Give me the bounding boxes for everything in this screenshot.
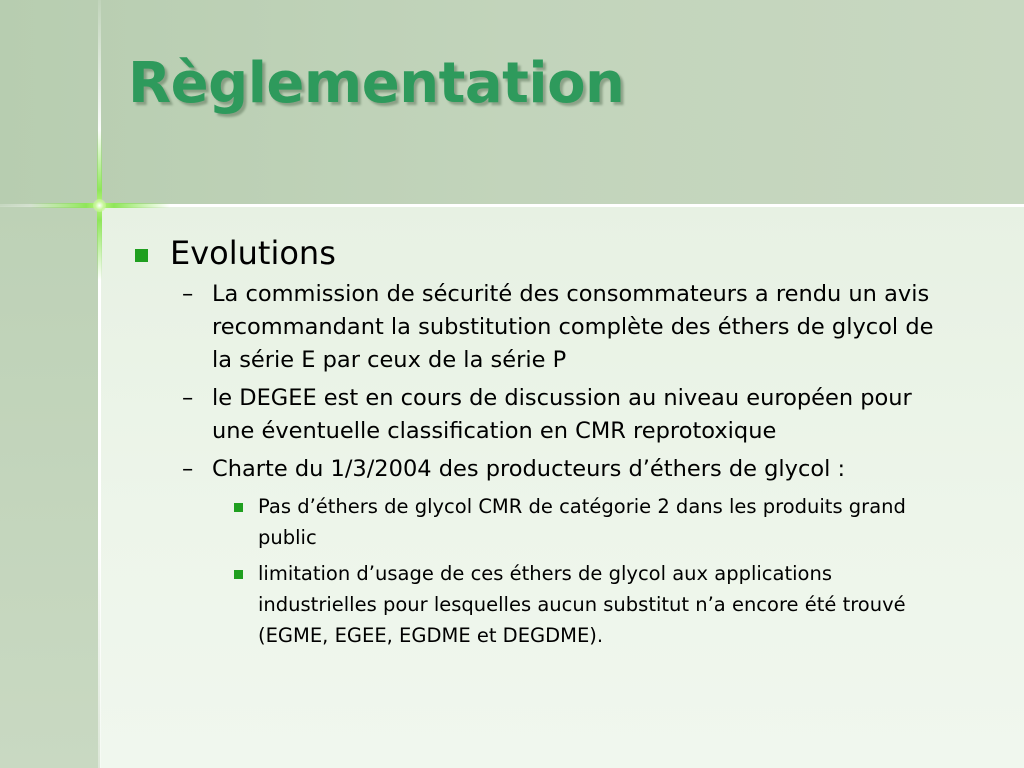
sparkle-icon [93,199,106,212]
left-margin-band [0,206,100,768]
bullet-level1-text: Evolutions [170,234,336,272]
square-bullet-icon [234,570,243,579]
dash-bullet: – [182,281,194,307]
vertical-divider [98,0,101,768]
bullet-level3-text: Pas d’éthers de glycol CMR de catégorie 2 dans les produits grand public [258,495,906,549]
slide-title: Règlementation [128,51,625,116]
square-bullet-icon [234,503,243,512]
bullet-level2-item [132,382,952,448]
bullet-level3-text: limitation d’usage de ces éthers de glycol aux applications industrielles pour lesquelles aucun substitut n’a encore été trouvé (EGME, EGEE, EGDME et DEGDME). [258,562,906,647]
bullet-level2-item [132,453,952,486]
square-bullet-icon [135,249,148,262]
bullet-level2-text: Charte du 1/3/2004 des producteurs d’éthers de glycol : [212,456,846,482]
bullet-level2-text: La commission de sécurité des consommateurs a rendu un avis recommandant la substitution complète des éthers de glycol de la série E par ceux de la série P [212,281,934,373]
bullet-level2-text: le DEGEE est en cours de discussion au niveau européen pour une éventuelle classification en CMR reprotoxique [212,385,912,444]
slide-body [132,232,972,656]
bullet-level1 [132,232,972,274]
dash-bullet: – [182,456,194,482]
bullet-level2-item [132,278,952,377]
dash-bullet: – [182,385,194,411]
bullet-level3-item [132,558,938,651]
bullet-level3-item [132,491,938,553]
